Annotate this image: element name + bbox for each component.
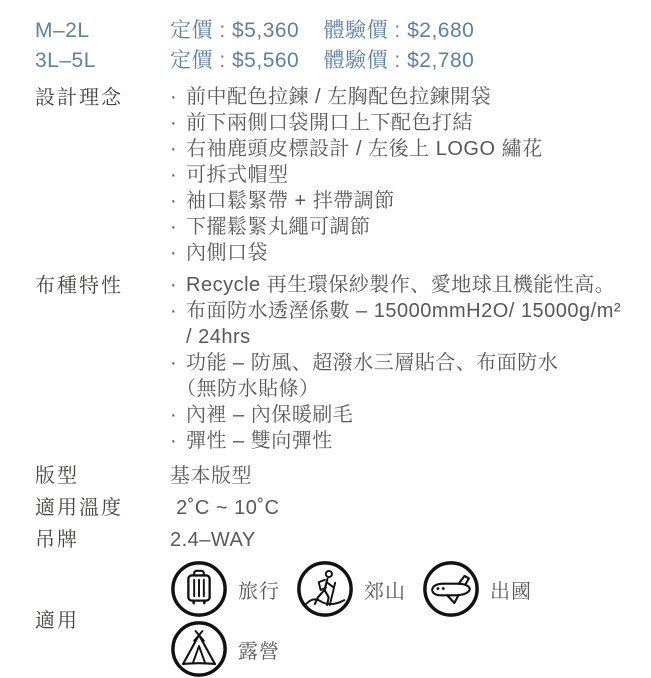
list-item [170,298,633,324]
spec-label: 適用溫度 [35,497,123,519]
list-item [170,272,633,298]
bullet-icon: · [170,352,178,374]
list-item [170,162,633,188]
usage-item-camping [170,620,280,678]
usage-section [35,560,633,678]
tent-icon [170,620,228,678]
size-range: M–2L [35,19,90,42]
list-item-text: 前中配色拉鍊 / 左胸配色拉鍊開袋 [186,86,492,108]
list-item-continuation: （無防水貼條） [176,378,320,400]
list-item-text: Recycle 再生環保紗製作、愛地球且機能性高。 [186,274,616,296]
bullet-icon: · [170,300,178,322]
list-item-text: 內裡 – 內保暖刷毛 [186,404,354,426]
usage-item-label: 露營 [238,640,280,663]
bullet-icon: · [170,430,178,452]
list-item [170,188,633,214]
list-item-continuation: / 24hrs [186,326,251,348]
list-item-text: 右袖鹿頭皮標設計 / 左後上 LOGO 繡花 [186,138,543,160]
fabric-feature-list [170,272,633,454]
usage-item-label: 旅行 [238,580,280,603]
list-item-text: 功能 – 防風、超潑水三層貼合、布面防水 [186,352,559,374]
price-row-m-2l [35,16,633,46]
list-item [170,214,633,240]
trial-price: 體驗價 : $2,780 [323,49,475,72]
price-values [170,16,633,46]
bullet-icon: · [170,112,178,134]
price-row-3l-5l [35,46,633,76]
usage-item-hiking [296,560,406,618]
trial-price: 體驗價 : $2,680 [323,19,475,42]
spec-value: 2.4–WAY [170,529,256,551]
usage-icon-row-2 [170,620,633,678]
design-concept-section [35,84,633,266]
hiker-icon [296,560,354,618]
size-range: 3L–5L [35,49,96,72]
list-item [170,350,633,376]
list-price: 定價 : $5,360 [170,19,300,42]
spec-label: 吊牌 [35,529,79,551]
design-concept-list [170,84,633,266]
list-item-text: 彈性 – 雙向彈性 [186,430,333,452]
list-item-text: 前下兩側口袋開口上下配色打結 [186,112,473,134]
bullet-icon: · [170,164,178,186]
spec-row-temperature [35,496,633,521]
spec-label: 版型 [35,465,79,487]
price-values [170,46,633,76]
airplane-icon [422,560,480,618]
usage-label: 適用 [35,610,79,632]
bullet-icon: · [170,404,178,426]
bullet-icon: · [170,190,178,212]
list-item [170,110,633,136]
list-item [170,84,633,110]
list-item-text: 袖口鬆緊帶 + 拌帶調節 [186,190,395,212]
spec-rows [35,464,633,553]
bullet-icon: · [170,138,178,160]
usage-item-label: 出國 [490,580,532,603]
list-item [170,136,633,162]
usage-item-label: 郊山 [364,580,406,603]
design-concept-label: 設計理念 [35,87,123,109]
spec-value: 2˚C ~ 10˚C [170,497,280,519]
list-item-text: 布面防水透溼係數 – 15000mmH2O/ 15000g/m² [186,300,622,322]
list-item-text: 下擺鬆緊丸繩可調節 [186,216,371,238]
spec-value: 基本版型 [170,465,252,487]
list-item-text: 可拆式帽型 [186,164,289,186]
list-price: 定價 : $5,560 [170,49,300,72]
usage-item-abroad [422,560,532,618]
bullet-icon: · [170,216,178,238]
suitcase-icon [170,560,228,618]
usage-icon-row-1 [170,560,633,618]
spec-row-pattern [35,464,633,489]
bullet-icon: · [170,242,178,264]
list-item [170,240,633,266]
usage-item-travel [170,560,280,618]
list-item [170,428,633,454]
list-item [170,402,633,428]
usage-icon-rows [170,560,633,678]
fabric-feature-label: 布種特性 [35,275,123,297]
spec-row-hangtag [35,528,633,553]
bullet-icon: · [170,274,178,296]
bullet-icon: · [170,86,178,108]
list-item-text: 內側口袋 [186,242,268,264]
fabric-feature-section [35,272,633,454]
